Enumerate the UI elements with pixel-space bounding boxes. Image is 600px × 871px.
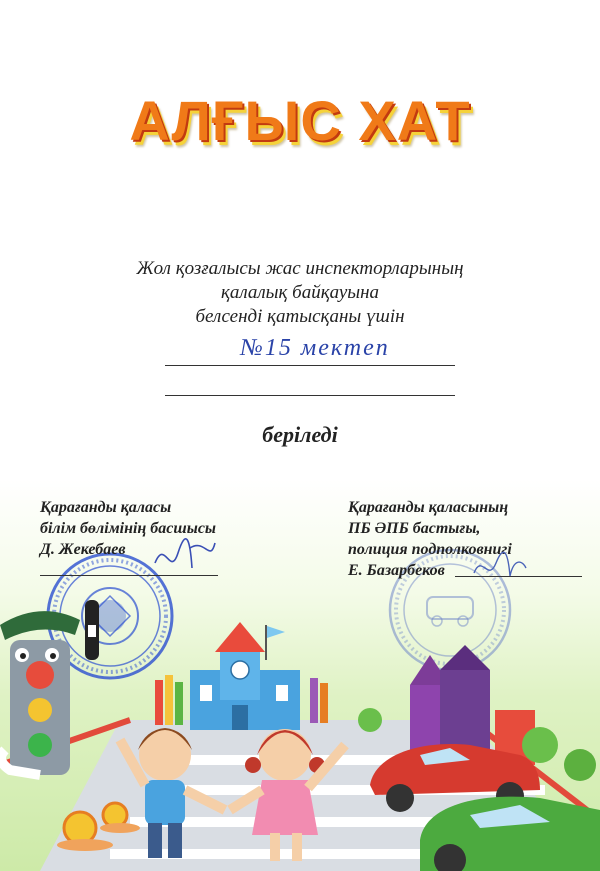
traffic-illustration bbox=[0, 560, 600, 871]
signature-right-line-3: полиция подполковнигі bbox=[348, 541, 512, 558]
signature-left-line-1: Қарағанды қаласы bbox=[40, 499, 172, 516]
intro-line-1: Жол қозғалысы жас инспекторларының bbox=[136, 258, 464, 279]
intro-text bbox=[0, 257, 600, 329]
certificate-title: АЛҒЫС ХАТ bbox=[129, 89, 471, 152]
recipient-handwritten: №15 мектеп bbox=[240, 335, 390, 361]
intro-line-3: белсенді қатысқаны үшін bbox=[195, 306, 405, 327]
awarded-text: беріледі bbox=[262, 422, 338, 447]
traffic-light-character-icon bbox=[0, 600, 99, 775]
recipient-underline-1 bbox=[165, 365, 455, 366]
signature-left-line-2: білім бөлімінің басшысы bbox=[40, 520, 217, 537]
recipient-underline-2 bbox=[165, 395, 455, 396]
school-building-icon bbox=[155, 622, 328, 730]
signature-right-line-4: Е. Базарбеков bbox=[348, 562, 445, 579]
signature-right-line-1: Қарағанды қаласының bbox=[348, 499, 509, 516]
signature-right-line-2: ПБ ӘПБ бастығы, bbox=[348, 520, 481, 537]
intro-line-2: қалалық байқауына bbox=[220, 282, 380, 303]
signature-left-line-3: Д. Жекебаев bbox=[40, 541, 126, 558]
